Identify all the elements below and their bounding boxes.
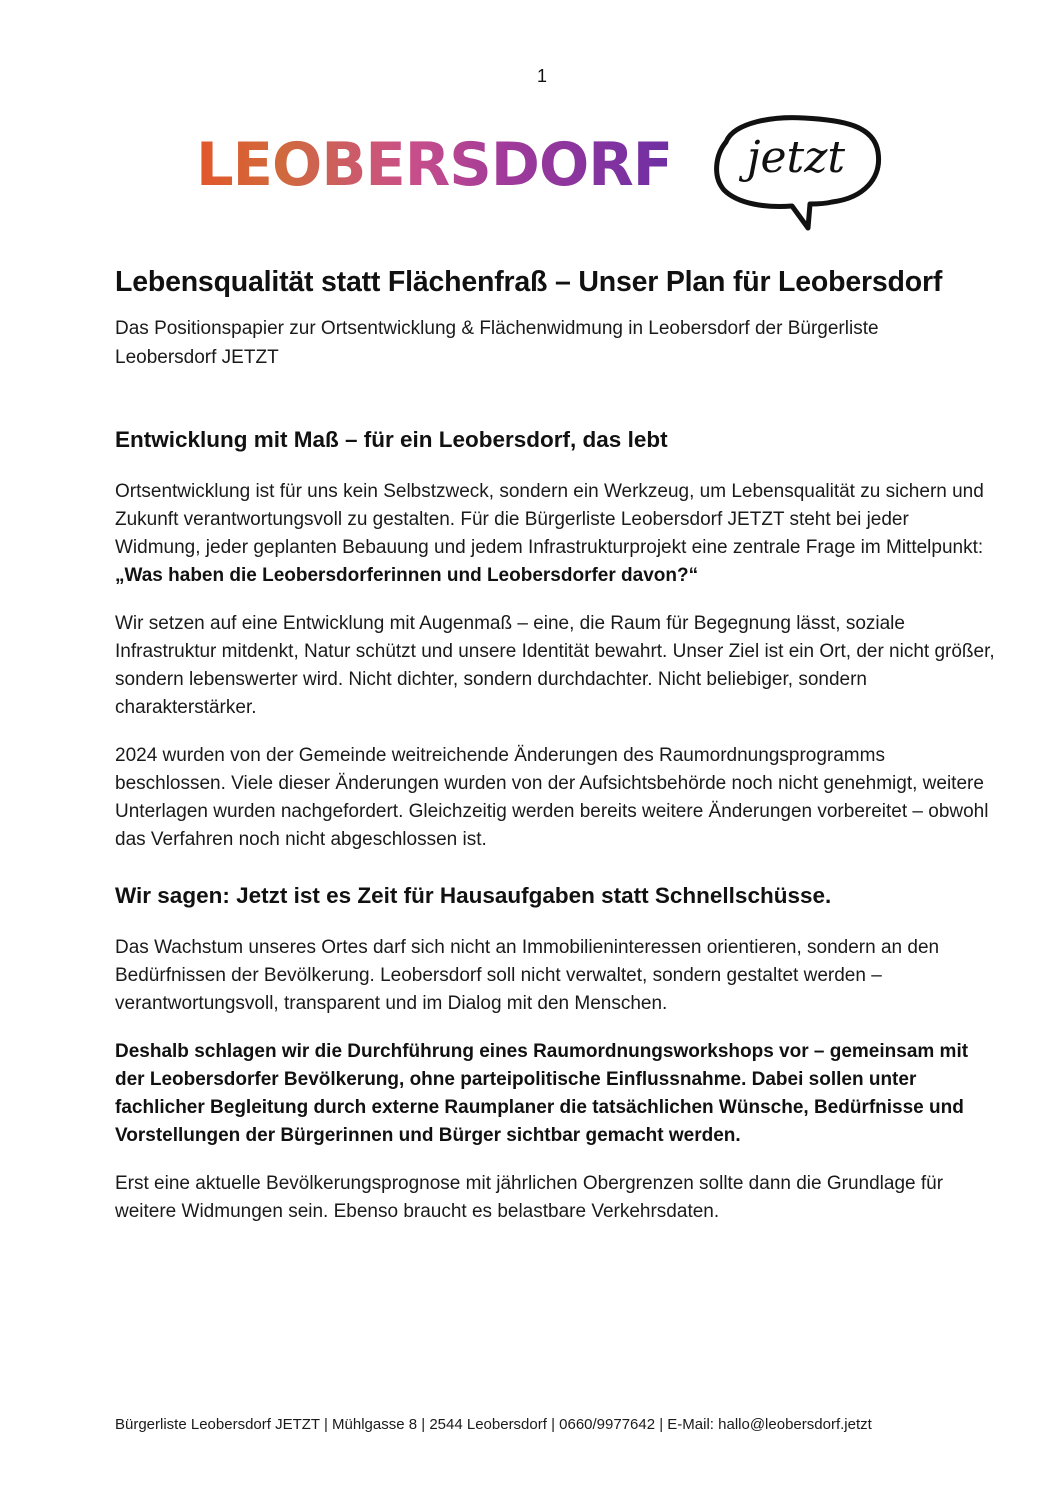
paragraph [115, 478, 995, 590]
paragraph-bold: Deshalb schlagen wir die Durchführung eines Raumordnungsworkshops vor – gemeinsam mit der Leobersdorfer Bevölkerung, ohne parteipolitische Einflussnahme. Dabei sollen unter fachlicher Begleitung durch externe Raumplaner die tatsächlichen Wünsche, Bedürfnisse und Vorstellungen der Bürgerinnen und Bürger sichtbar gemacht werden. [115, 1041, 969, 1146]
logo-wordmark: LEOBERSDORF [196, 130, 673, 200]
document-body [115, 262, 995, 1226]
logo-bubble-text: jetzt [746, 132, 846, 183]
paragraph: 2024 wurden von der Gemeinde weitreichende Änderungen des Raumordnungsprogramms beschlossen. Viele dieser Änderungen wurden von der Aufsichtsbehörde noch nicht genehmigt, weitere Unterlagen wurden nachgefordert. Gleichzeitig werden bereits weitere Änderungen vorbereitet – obwohl das Verfahren noch nicht abgeschlossen ist. [115, 745, 989, 850]
section-heading-hausaufgaben: Wir sagen: Jetzt ist es Zeit für Hausaufgaben statt Schnellschüsse. [115, 883, 832, 908]
paragraph-text: Ortsentwicklung ist für uns kein Selbstzweck, sondern ein Werkzeug, um Lebensqualität zu sichern und Zukunft verantwortungsvoll zu gestalten. Für die Bürgerliste Leobersdorf JETZT steht bei jeder Widmung, jeder geplanten Bebauung und jedem Infrastrukturprojekt eine zentrale Frage im Mittelpunkt: [115, 481, 984, 558]
key-question: „Was haben die Leobersdorferinnen und Leobersdorfer davon?“ [115, 565, 699, 586]
document-subtitle: Das Positionspapier zur Ortsentwicklung & Flächenwidmung in Leobersdorf der Bürgerliste Leobersdorf JETZT [115, 318, 879, 368]
page-number: 1 [536, 66, 547, 86]
section-heading-entwicklung: Entwicklung mit Maß – für ein Leobersdorf, das lebt [115, 427, 668, 452]
paragraph: Das Wachstum unseres Ortes darf sich nicht an Immobilieninteressen orientieren, sondern an den Bedürfnissen der Bevölkerung. Leobersdorf soll nicht verwaltet, sondern gestaltet werden – verantwortungsvoll, transparent und im Dialog mit den Menschen. [115, 937, 940, 1014]
paragraph: Wir setzen auf eine Entwicklung mit Augenmaß – eine, die Raum für Begegnung lässt, soziale Infrastruktur mitdenkt, Natur schützt und unsere Identität bewahrt. Unser Ziel ist ein Ort, der nicht größer, sondern lebenswerter wird. Nicht dichter, sondern durchdachter. Nicht beliebiger, sondern charakterstärker. [115, 613, 995, 718]
leobersdorf-jetzt-logo [196, 112, 896, 238]
page-footer: Bürgerliste Leobersdorf JETZT | Mühlgasse 8 | 2544 Leobersdorf | 0660/9977642 | E-Mail: hallo@leobersdorf.jetzt [115, 1416, 872, 1433]
document-title: Lebensqualität statt Flächenfraß – Unser Plan für Leobersdorf [115, 266, 943, 298]
paragraph: Erst eine aktuelle Bevölkerungsprognose mit jährlichen Obergrenzen sollte dann die Grundlage für weitere Widmungen sein. Ebenso braucht es belastbare Verkehrsdaten. [115, 1173, 944, 1222]
